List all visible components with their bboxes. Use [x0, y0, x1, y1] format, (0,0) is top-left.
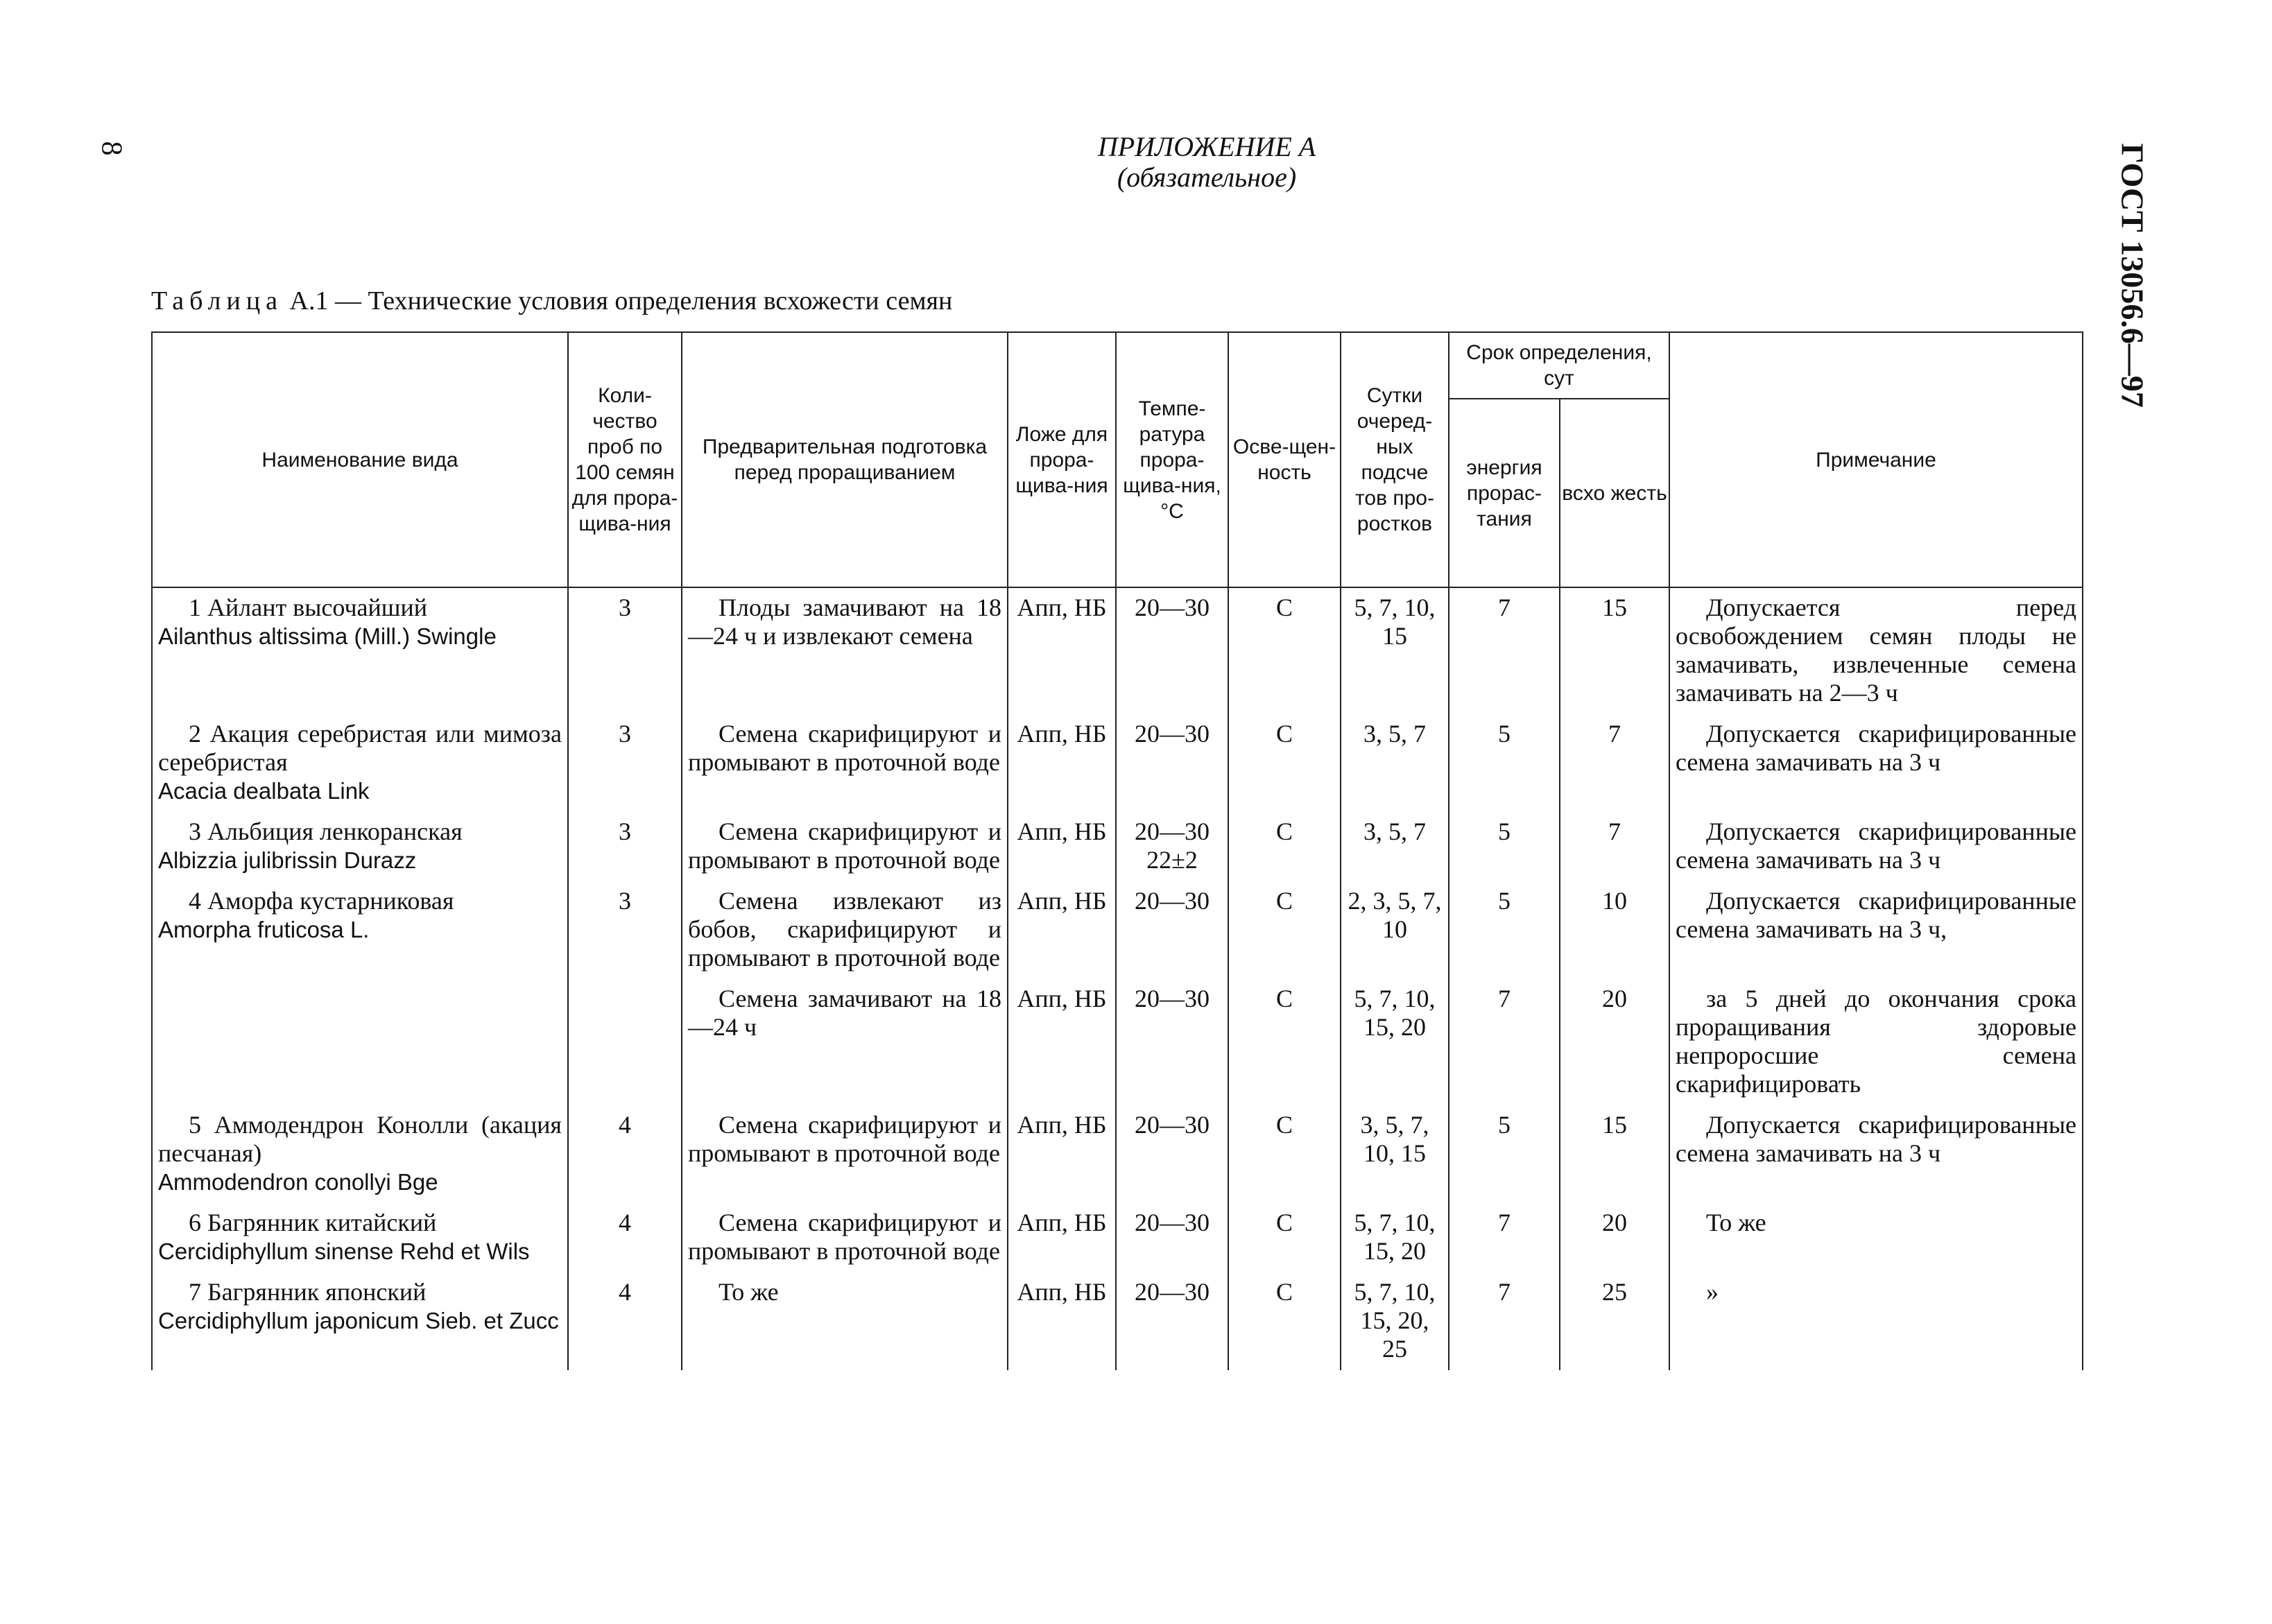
table-row — [152, 979, 2083, 1105]
species-cell — [152, 1272, 568, 1370]
header-sample-count: Коли-чество проб по 100 семян для прора-щива-ния — [568, 332, 682, 587]
table-caption-text: A.1 — Технические условия определения всхожести семян — [289, 286, 953, 316]
note-cell: за 5 дней до окончания срока проращивания здоровые непроросшие семена скарифицировать — [1669, 979, 2083, 1105]
note-cell: » — [1669, 1272, 2083, 1370]
header-pretreatment: Предварительная подготовка перед проращиванием — [682, 332, 1008, 587]
illumination-cell: С — [1228, 979, 1341, 1105]
table-row — [152, 812, 2083, 881]
note-cell: Допускается скарифицированные семена замачивать на 3 ч — [1669, 714, 2083, 812]
appendix-title: ПРИЛОЖЕНИЕ А — [1097, 131, 1316, 162]
germination-cell: 7 — [1560, 714, 1669, 812]
bed-cell: Апп, НБ — [1008, 714, 1116, 812]
count-days-cell: 3, 5, 7 — [1341, 714, 1449, 812]
temperature-cell: 20—30 — [1116, 714, 1228, 812]
note-cell: Допускается скарифицированные семена замачивать на 3 ч — [1669, 812, 2083, 881]
count-days-cell: 5, 7, 10, 15, 20 — [1341, 1203, 1449, 1272]
table-row — [152, 881, 2083, 979]
species-name-lat: Ailanthus altissima (Mill.) Swingle — [158, 623, 497, 649]
illumination-cell: С — [1228, 1203, 1341, 1272]
species-cell — [152, 1203, 568, 1272]
header-note: Примечание — [1669, 332, 2083, 587]
note-cell: То же — [1669, 1203, 2083, 1272]
seed-germination-table — [151, 331, 2083, 1370]
sample-count-cell: 4 — [568, 1203, 682, 1272]
sample-count-cell: 3 — [568, 587, 682, 714]
temperature-cell: 20—30 — [1116, 587, 1228, 714]
pretreatment-cell: Семена извлекают из бобов, скарифицируют и промывают в проточной воде — [682, 881, 1008, 979]
species-name-ru: 3 Альбиция ленкоранская — [189, 818, 463, 845]
count-days-cell: 3, 5, 7 — [1341, 812, 1449, 881]
germination-cell: 20 — [1560, 979, 1669, 1105]
appendix-heading — [832, 132, 1581, 193]
species-name-ru: 1 Айлант высочайший — [189, 594, 428, 621]
species-name-lat: Ammodendron conollyi Bge — [158, 1169, 438, 1195]
pretreatment-cell: Семена скарифицируют и промывают в проточной воде — [682, 812, 1008, 881]
illumination-cell: С — [1228, 881, 1341, 979]
count-days-cell: 5, 7, 10, 15, 20, 25 — [1341, 1272, 1449, 1370]
sample-count-cell: 3 — [568, 812, 682, 881]
species-name-lat: Amorpha fruticosa L. — [158, 917, 370, 942]
header-species-name: Наименование вида — [152, 332, 568, 587]
species-cell — [152, 587, 568, 714]
temperature-cell: 20—30 — [1116, 1203, 1228, 1272]
energy-cell: 5 — [1449, 714, 1560, 812]
species-cell — [152, 1105, 568, 1203]
temperature-cell: 20—30 22±2 — [1116, 812, 1228, 881]
note-cell: Допускается скарифицированные семена замачивать на 3 ч, — [1669, 881, 2083, 979]
energy-cell: 5 — [1449, 812, 1560, 881]
species-cell — [152, 714, 568, 812]
species-name-ru: 4 Аморфа кустарниковая — [189, 887, 454, 915]
table-row — [152, 1203, 2083, 1272]
species-cell — [152, 812, 568, 881]
pretreatment-cell: Плоды замачивают на 18—24 ч и извлекают семена — [682, 587, 1008, 714]
pretreatment-cell: Семена скарифицируют и промывают в проточной воде — [682, 1105, 1008, 1203]
germination-cell: 20 — [1560, 1203, 1669, 1272]
pretreatment-cell: Семена скарифицируют и промывают в проточной воде — [682, 1203, 1008, 1272]
temperature-cell: 20—30 — [1116, 979, 1228, 1105]
temperature-cell: 20—30 — [1116, 1105, 1228, 1203]
header-temperature: Темпе-ратура прора-щива-ния, °С — [1116, 332, 1228, 587]
illumination-cell: С — [1228, 714, 1341, 812]
energy-cell: 7 — [1449, 1203, 1560, 1272]
count-days-cell: 3, 5, 7, 10, 15 — [1341, 1105, 1449, 1203]
table-caption — [151, 286, 952, 316]
energy-cell: 5 — [1449, 1105, 1560, 1203]
species-name-lat: Cercidiphyllum sinense Rehd et Wils — [158, 1238, 530, 1264]
temperature-cell: 20—30 — [1116, 1272, 1228, 1370]
appendix-subtitle: (обязательное) — [1117, 162, 1297, 193]
species-name-lat: Acacia dealbata Link — [158, 778, 370, 804]
species-name-ru: 5 Аммодендрон Конолли (акация песчаная) — [158, 1111, 562, 1167]
bed-cell: Апп, НБ — [1008, 1105, 1116, 1203]
bed-cell: Апп, НБ — [1008, 1203, 1116, 1272]
species-cell — [152, 881, 568, 979]
table-caption-label: Таблица — [151, 286, 284, 316]
germination-cell: 15 — [1560, 587, 1669, 714]
illumination-cell: С — [1228, 812, 1341, 881]
pretreatment-cell: То же — [682, 1272, 1008, 1370]
sample-count-cell: 3 — [568, 881, 682, 979]
energy-cell: 7 — [1449, 587, 1560, 714]
species-name-ru: 7 Багрянник японский — [189, 1278, 427, 1306]
header-determination-term: Срок определения, сут — [1449, 332, 1669, 399]
energy-cell: 7 — [1449, 979, 1560, 1105]
pretreatment-cell: Семена скарифицируют и промывают в проточной воде — [682, 714, 1008, 812]
count-days-cell: 5, 7, 10, 15, 20 — [1341, 979, 1449, 1105]
table-row — [152, 1272, 2083, 1370]
energy-cell: 5 — [1449, 881, 1560, 979]
bed-cell: Апп, НБ — [1008, 979, 1116, 1105]
illumination-cell: С — [1228, 1105, 1341, 1203]
bed-cell: Апп, НБ — [1008, 587, 1116, 714]
energy-cell: 7 — [1449, 1272, 1560, 1370]
header-germination-energy: энергия прорас-тания — [1449, 399, 1560, 587]
document-code: ГОСТ 13056.6—97 — [2115, 143, 2151, 408]
note-cell: Допускается перед освобождением семян плоды не замачивать, извлеченные семена замачивать на 2—3 ч — [1669, 587, 2083, 714]
illumination-cell: С — [1228, 587, 1341, 714]
page-number: 8 — [95, 141, 128, 156]
header-illumination: Осве-щен-ность — [1228, 332, 1341, 587]
bed-cell: Апп, НБ — [1008, 881, 1116, 979]
header-germination: всхо жесть — [1560, 399, 1669, 587]
sample-count-cell — [568, 979, 682, 1105]
sample-count-cell: 4 — [568, 1272, 682, 1370]
bed-cell: Апп, НБ — [1008, 812, 1116, 881]
germination-cell: 7 — [1560, 812, 1669, 881]
sample-count-cell: 4 — [568, 1105, 682, 1203]
species-name-lat: Cercidiphyllum japonicum Sieb. et Zucc — [158, 1308, 559, 1333]
note-cell: Допускается скарифицированные семена замачивать на 3 ч — [1669, 1105, 2083, 1203]
header-count-days: Сутки очеред-ных подсче тов про-ростков — [1341, 332, 1449, 587]
table-row — [152, 587, 2083, 714]
species-name-lat: Albizzia julibrissin Durazz — [158, 847, 417, 873]
table-row — [152, 1105, 2083, 1203]
pretreatment-cell: Семена замачивают на 18—24 ч — [682, 979, 1008, 1105]
count-days-cell: 5, 7, 10, 15 — [1341, 587, 1449, 714]
bed-cell: Апп, НБ — [1008, 1272, 1116, 1370]
germination-cell: 25 — [1560, 1272, 1669, 1370]
illumination-cell: С — [1228, 1272, 1341, 1370]
temperature-cell: 20—30 — [1116, 881, 1228, 979]
header-germination-bed: Ложе для прора-щива-ния — [1008, 332, 1116, 587]
species-cell — [152, 979, 568, 1105]
species-name-ru: 6 Багрянник китайский — [189, 1209, 437, 1236]
table-row — [152, 714, 2083, 812]
species-name-ru: 2 Акация серебристая или мимоза серебристая — [158, 720, 562, 776]
germination-cell: 10 — [1560, 881, 1669, 979]
sample-count-cell: 3 — [568, 714, 682, 812]
count-days-cell: 2, 3, 5, 7, 10 — [1341, 881, 1449, 979]
germination-cell: 15 — [1560, 1105, 1669, 1203]
